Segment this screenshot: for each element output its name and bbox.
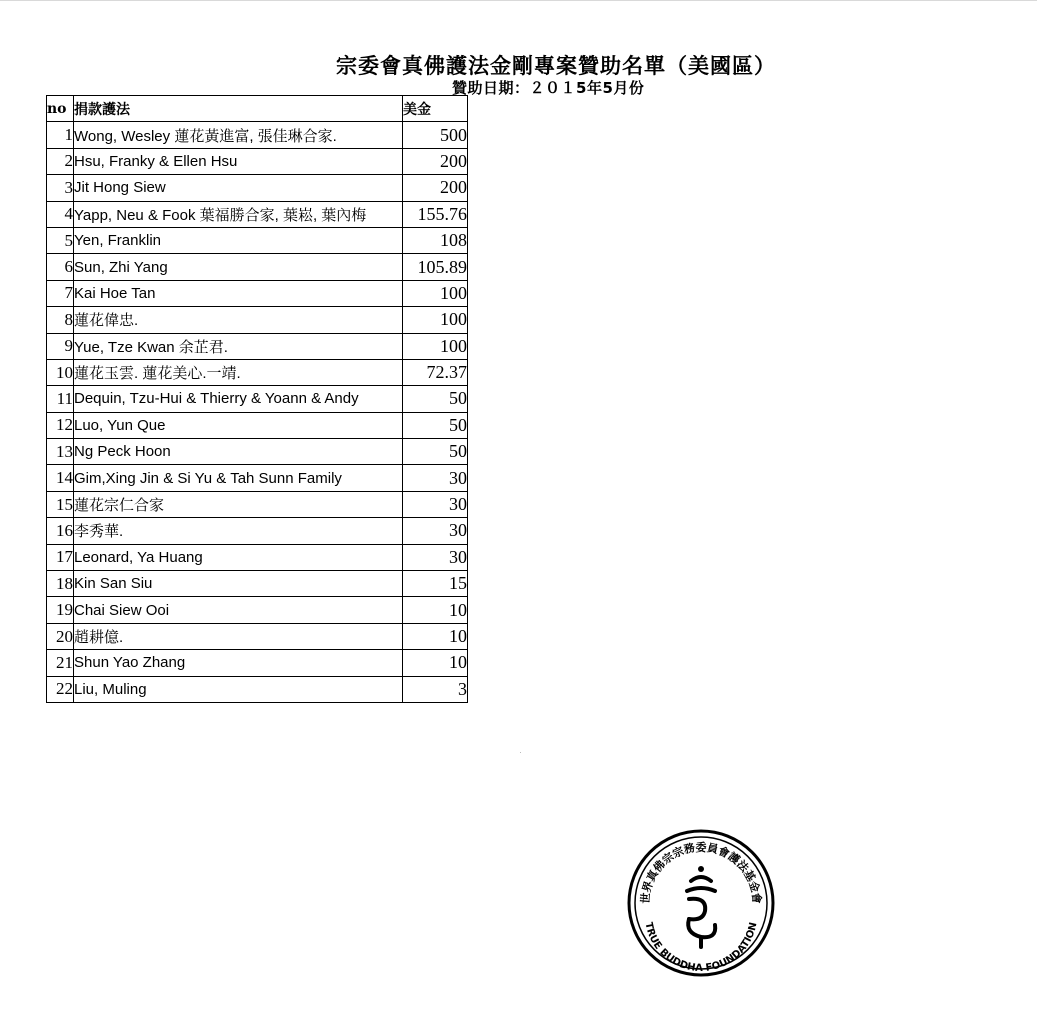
table-row	[47, 465, 468, 491]
table-row	[47, 518, 468, 544]
table-row	[47, 491, 468, 517]
donation-amount: 200	[403, 175, 468, 201]
donor-name: Yapp, Neu & Fook 葉福勝合家, 葉崧, 葉內梅	[74, 201, 403, 227]
row-number: 9	[47, 333, 74, 359]
row-number: 4	[47, 201, 74, 227]
donor-name: 趙耕億.	[74, 623, 403, 649]
table-row	[47, 650, 468, 676]
donation-amount: 30	[403, 518, 468, 544]
donor-name: Wong, Wesley 蓮花黃進富, 張佳琳合家.	[74, 122, 403, 148]
row-number: 1	[47, 122, 74, 148]
true-buddha-foundation-seal	[627, 829, 775, 977]
row-number: 5	[47, 227, 74, 253]
row-number: 8	[47, 307, 74, 333]
seal-english-text: TRUE BUDDHA FOUNDATION	[642, 921, 760, 975]
row-number: 13	[47, 439, 74, 465]
donor-name: Sun, Zhi Yang	[74, 254, 403, 280]
donation-amount: 30	[403, 465, 468, 491]
donor-name: Kin San Siu	[74, 571, 403, 597]
table-row	[47, 122, 468, 148]
donation-amount: 155.76	[403, 201, 468, 227]
table-row	[47, 386, 468, 412]
table-row	[47, 412, 468, 438]
donation-amount: 50	[403, 439, 468, 465]
table-row	[47, 280, 468, 306]
table-row	[47, 544, 468, 570]
donor-name: Jit Hong Siew	[74, 175, 403, 201]
row-number: 17	[47, 544, 74, 570]
donor-name: Dequin, Tzu-Hui & Thierry & Yoann & Andy	[74, 386, 403, 412]
row-number: 11	[47, 386, 74, 412]
table-row	[47, 439, 468, 465]
row-number: 14	[47, 465, 74, 491]
donor-name: Yen, Franklin	[74, 227, 403, 253]
table-row	[47, 676, 468, 702]
donation-amount: 105.89	[403, 254, 468, 280]
seal-chinese-text: 世界真佛宗宗務委員會護法基金會	[638, 841, 764, 905]
donor-name: Gim,Xing Jin & Si Yu & Tah Sunn Family	[74, 465, 403, 491]
table-row	[47, 254, 468, 280]
donation-amount: 108	[403, 227, 468, 253]
table-row	[47, 201, 468, 227]
table-row	[47, 307, 468, 333]
donation-amount: 72.37	[403, 359, 468, 385]
row-number: 16	[47, 518, 74, 544]
table-row	[47, 597, 468, 623]
donor-name: Kai Hoe Tan	[74, 280, 403, 306]
donation-amount: 10	[403, 650, 468, 676]
row-number: 15	[47, 491, 74, 517]
donation-amount: 50	[403, 386, 468, 412]
seal-center-emblem-icon	[687, 866, 715, 947]
table-header-row	[47, 96, 468, 122]
donor-name: Chai Siew Ooi	[74, 597, 403, 623]
row-number: 10	[47, 359, 74, 385]
donor-name: 蓮花玉雲. 蓮花美心.一靖.	[74, 359, 403, 385]
table-row	[47, 623, 468, 649]
donation-amount: 200	[403, 148, 468, 174]
table-row	[47, 571, 468, 597]
row-number: 2	[47, 148, 74, 174]
donation-amount: 10	[403, 597, 468, 623]
donation-amount: 50	[403, 412, 468, 438]
donor-rows	[47, 122, 468, 703]
donor-name: Leonard, Ya Huang	[74, 544, 403, 570]
row-number: 7	[47, 280, 74, 306]
document-title: 宗委會真佛護法金剛專案贊助名單（美國區）	[336, 54, 776, 78]
row-number: 21	[47, 650, 74, 676]
donor-name: Hsu, Franky & Ellen Hsu	[74, 148, 403, 174]
row-number: 18	[47, 571, 74, 597]
donation-amount: 100	[403, 280, 468, 306]
top-rule	[0, 0, 1037, 1]
donation-amount: 30	[403, 544, 468, 570]
row-number: 19	[47, 597, 74, 623]
header-no: no	[47, 96, 74, 122]
donor-table	[46, 95, 468, 703]
donation-amount: 10	[403, 623, 468, 649]
donor-name: Yue, Tze Kwan 余芷君.	[74, 333, 403, 359]
table-row	[47, 333, 468, 359]
donation-amount: 100	[403, 333, 468, 359]
donor-name: 蓮花宗仁合家	[74, 491, 403, 517]
table-row	[47, 175, 468, 201]
row-number: 20	[47, 623, 74, 649]
row-number: 22	[47, 676, 74, 702]
table-row	[47, 227, 468, 253]
donation-amount: 100	[403, 307, 468, 333]
row-number: 3	[47, 175, 74, 201]
donation-amount: 500	[403, 122, 468, 148]
donor-name: 蓮花偉忠.	[74, 307, 403, 333]
table-row	[47, 359, 468, 385]
donor-name: Liu, Muling	[74, 676, 403, 702]
row-number: 6	[47, 254, 74, 280]
donor-name: Luo, Yun Que	[74, 412, 403, 438]
table-row	[47, 148, 468, 174]
donor-name: Shun Yao Zhang	[74, 650, 403, 676]
scan-speck	[520, 752, 521, 753]
row-number: 12	[47, 412, 74, 438]
header-amount: 美金	[403, 96, 468, 122]
header-donor: 捐款護法	[74, 96, 403, 122]
donor-name: 李秀華.	[74, 518, 403, 544]
donation-amount: 15	[403, 571, 468, 597]
donation-amount: 30	[403, 491, 468, 517]
donation-amount: 3	[403, 676, 468, 702]
sponsorship-date: 贊助日期：２０１5年5月份	[452, 79, 645, 97]
donor-name: Ng Peck Hoon	[74, 439, 403, 465]
